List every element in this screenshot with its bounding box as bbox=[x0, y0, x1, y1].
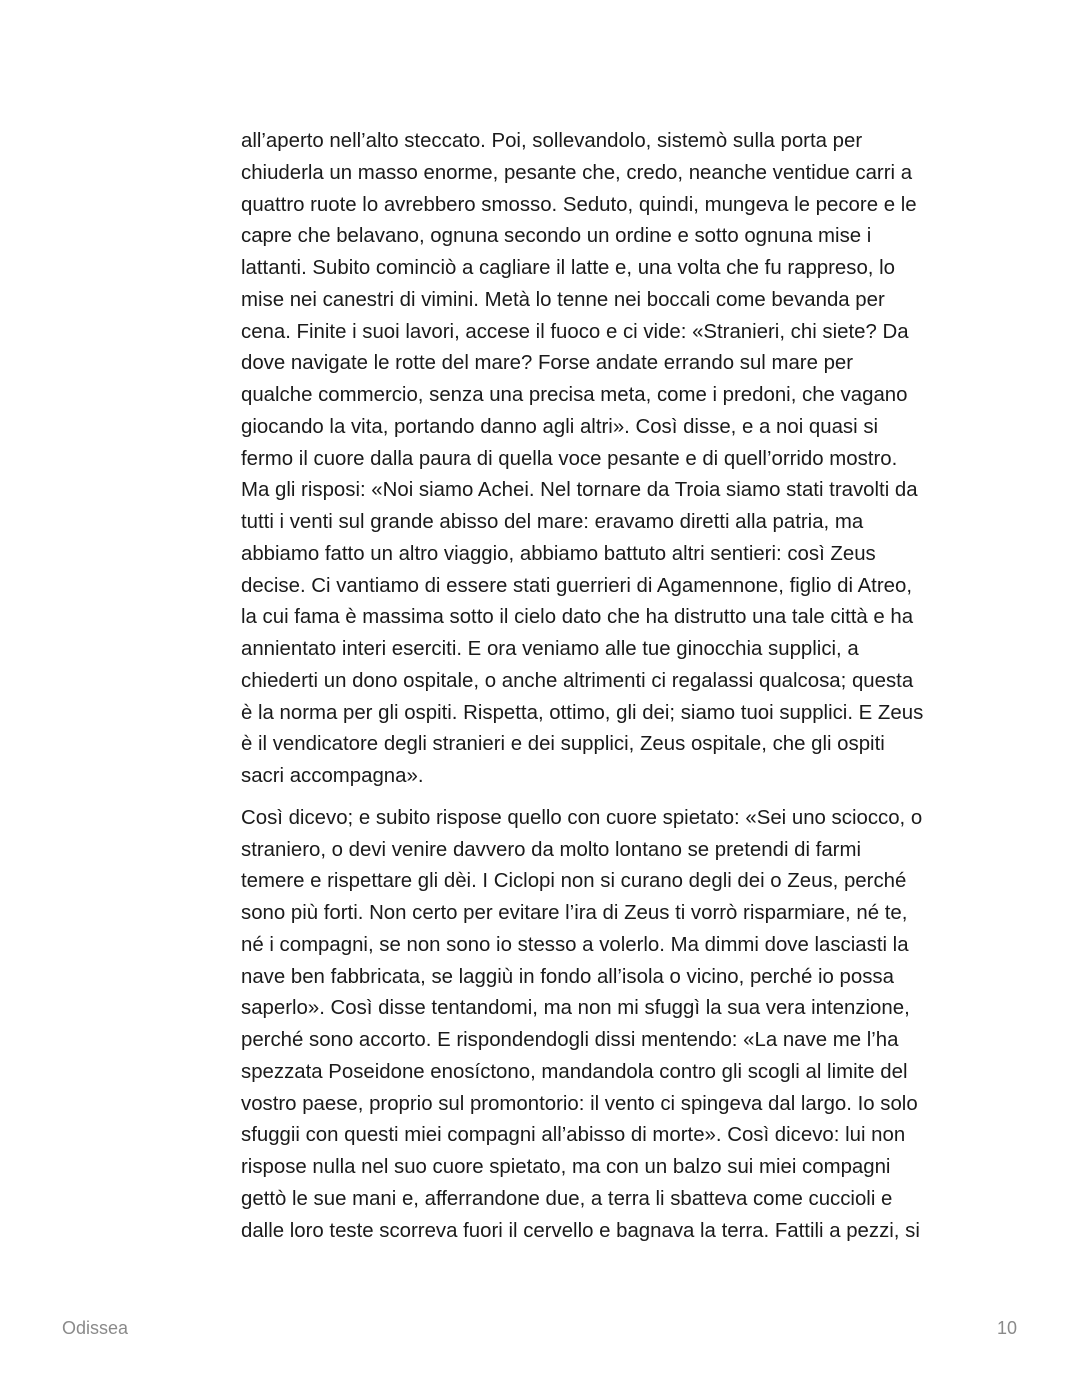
paragraph-2: Così dicevo; e subito rispose quello con cuore spietato: «Sei uno sciocco, o straniero, o devi venire davvero da molto lontano se pretendi di farmi temere e rispettare gli dèi. I Ciclopi non si curano degli dei o Zeus, perché sono più forti. Non certo per evitare l’ira di Zeus ti vorrò risparmiare, né te, né i compagni, se non sono io stesso a volerlo. Ma dimmi dove lasciasti la nave ben fabbricata, se laggiù in fondo all’isola o vicino, perché io possa saperlo». Così disse tentandomi, ma non mi sfuggì la sua vera intenzione, perché sono accorto. E rispondendogli dissi mentendo: «La nave me l’ha spezzata Poseidone enosíctono, mandandola contro gli scogli al limite del vostro paese, proprio sul promontorio: il vento ci spingeva dal largo. Io solo sfuggii con questi miei compagni all’abisso di morte». Così dicevo: lui non rispose nulla nel suo cuore spietato, ma con un balzo sui miei compagni gettò le sue mani e, afferrandone due, a terra li sbatteva come cuccioli e dalle loro teste scorreva fuori il cervello e bagnava la terra. Fattili a pezzi, si bbox=[241, 806, 923, 1242]
footer-page-number: 10 bbox=[996, 1318, 1017, 1338]
footer-book-title: Odissea bbox=[62, 1318, 129, 1338]
paragraph-1: all’aperto nell’alto steccato. Poi, sollevandolo, sistemò sulla porta per chiuderla un masso enorme, pesante che, credo, neanche ventidue carri a quattro ruote lo avrebbero smosso. Seduto, quindi, mungeva le pecore e le capre che belavano, ognuna secondo un ordine e sotto ognuna mise i lattanti. Subito cominciò a cagliare il latte e, una volta che fu rappreso, lo mise nei canestri di vimini. Metà lo tenne nei boccali come bevanda per cena. Finite i suoi lavori, accese il fuoco e ci vide: «Stranieri, chi siete? Da dove navigate le rotte del mare? Forse andate errando sul mare per qualche commercio, senza una precisa meta, come i predoni, che vagano giocando la vita, portando danno agli altri». Così disse, e a noi quasi si fermo il cuore dalla paura di quella voce pesante e di quell’orrido mostro. Ma gli risposi: «Noi siamo Achei. Nel tornare da Troia siamo stati travolti da tutti i venti sul grande abisso del mare: eravamo diretti alla patria, ma abbiamo fatto un altro viaggio, abbiamo battuto altri sentieri: così Zeus decise. Ci vantiamo di essere stati guerrieri di Agamennone, figlio di Atreo, la cui fama è massima sotto il cielo dato che ha distrutto una tale città e ha annientato interi eserciti. E ora veniamo alle tue ginocchia supplici, a chiederti un dono ospitale, o anche altrimenti ci regalassi qualcosa; questa è la norma per gli ospiti. Rispetta, ottimo, gli dei; siamo tuoi supplici. E Zeus è il vendicatore degli stranieri e dei supplici, Zeus ospitale, che gli ospiti sacri accompagna». bbox=[241, 130, 924, 787]
text-body bbox=[241, 126, 957, 1247]
